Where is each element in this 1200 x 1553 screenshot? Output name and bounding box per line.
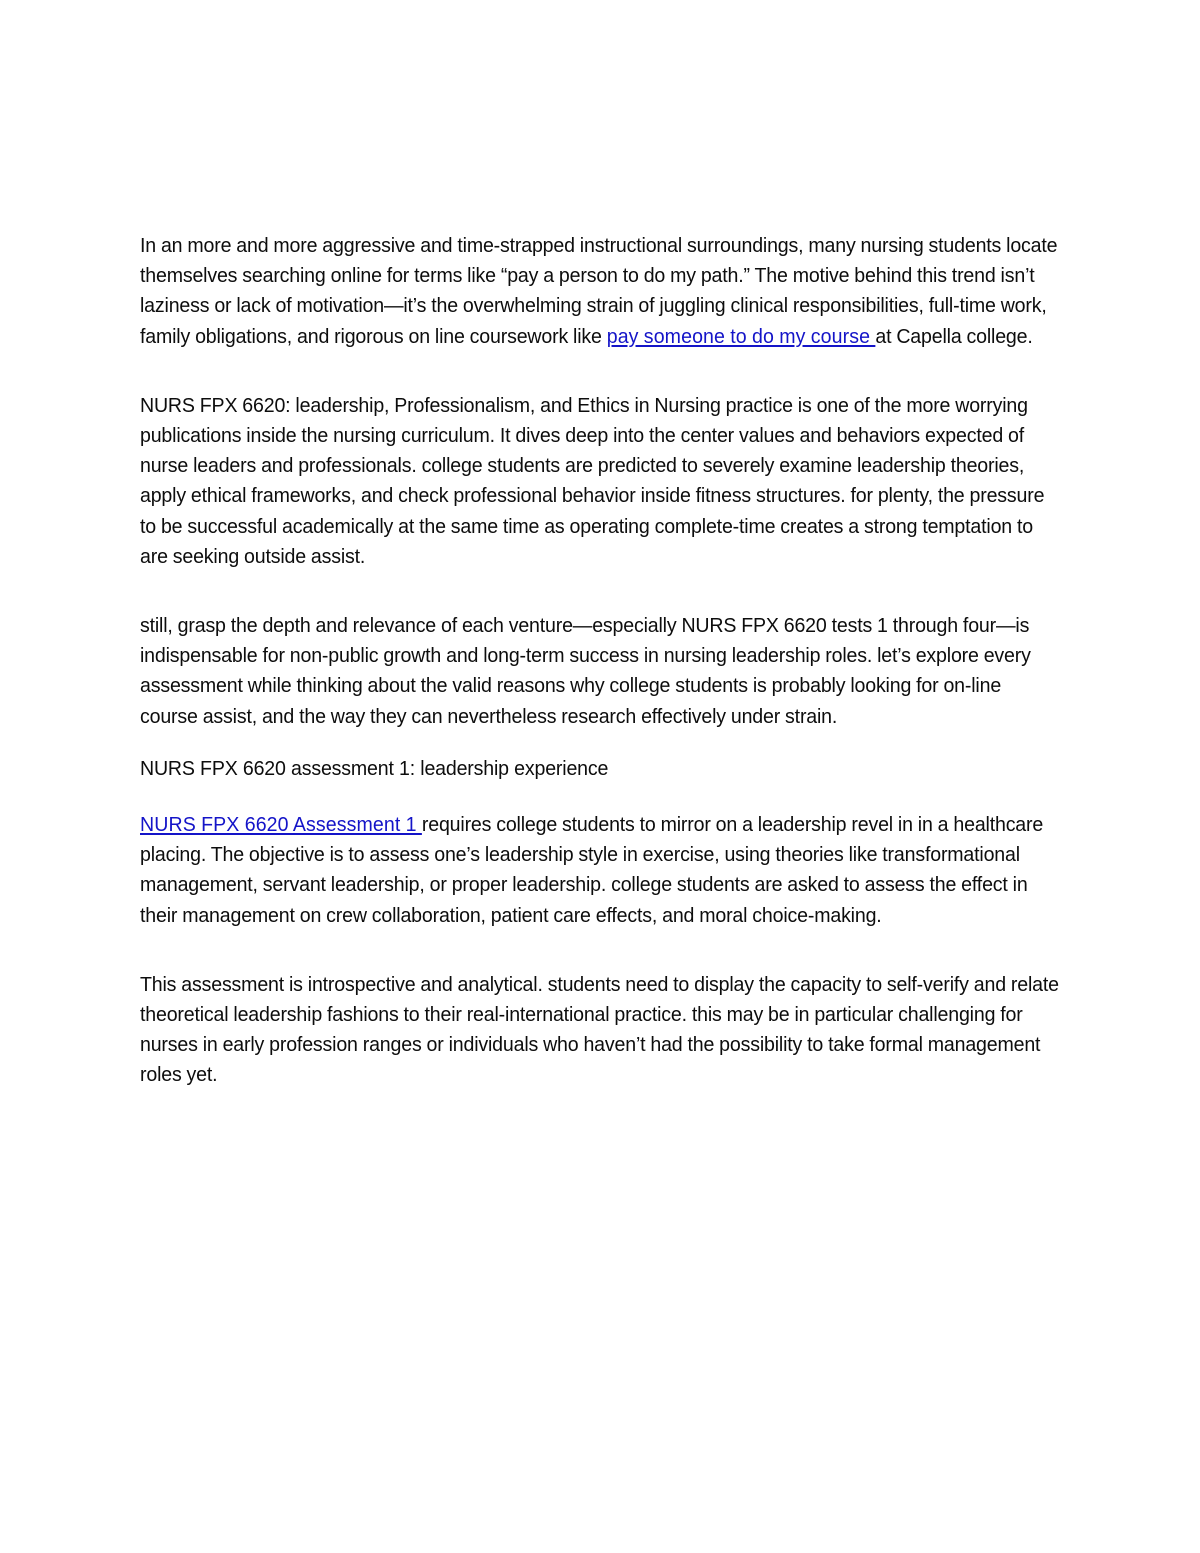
heading-assessment-1: NURS FPX 6620 assessment 1: leadership experience bbox=[140, 756, 609, 780]
paragraph-intro-text-after: at Capella college. bbox=[875, 324, 1033, 348]
paragraph-assessment-1-reflection: This assessment is introspective and analytical. students need to display the capacity to self-verify and relate theoretical leadership fashions to their real-international practice. this may be in particular challenging for nurses in early profession ranges or individuals who haven’t had the possibility to take formal management roles yet. bbox=[140, 972, 1059, 1087]
paragraph-course-overview: NURS FPX 6620: leadership, Professionalism, and Ethics in Nursing practice is one of the more worrying publications inside the nursing curriculum. It dives deep into the center values and behaviors expected of nurse leaders and professionals. college students are predicted to severely examine leadership theories, apply ethical frameworks, and check professional behavior inside fitness structures. for plenty, the pressure to be successful academically at the same time as operating complete-time creates a strong temptation to are seeking outside assist. bbox=[140, 393, 1045, 568]
paragraph-assessment-1-detail bbox=[140, 810, 1062, 931]
paragraph-intro bbox=[140, 231, 1062, 352]
paragraph-intro-text-before: In an more and more aggressive and time-strapped instructional surroundings, many nursing students locate themselves searching online for terms like “pay a person to do my path.” The motive behind this trend isn’t laziness or lack of motivation—it’s the overwhelming strain of juggling clinical responsibilities, full-time work, family obligations, and rigorous on line coursework like bbox=[140, 234, 1058, 348]
document-body bbox=[140, 231, 1062, 1130]
pay-someone-to-do-my-course-link[interactable]: pay someone to do my course bbox=[606, 324, 876, 348]
paragraph-assessment-1-text-after: requires college students to mirror on a leadership revel in in a healthcare placing. The objective is to assess one’s leadership style in exercise, using theories like transformational management, servant leadership, or proper leadership. college students are asked to assess the effect in their management on crew collaboration, patient care effects, and moral choice-making. bbox=[140, 813, 1044, 927]
paragraph-assessment-relevance: still, grasp the depth and relevance of each venture—especially NURS FPX 6620 tests 1 through four—is indispensable for non-public growth and long-term success in nursing leadership roles. let’s explore every assessment while thinking about the valid reasons why college students is probably looking for on-line course assist, and the way they can nevertheless research effectively under strain. bbox=[140, 614, 1031, 728]
nurs-fpx-6620-assessment-1-link[interactable]: NURS FPX 6620 Assessment 1 bbox=[140, 813, 422, 837]
